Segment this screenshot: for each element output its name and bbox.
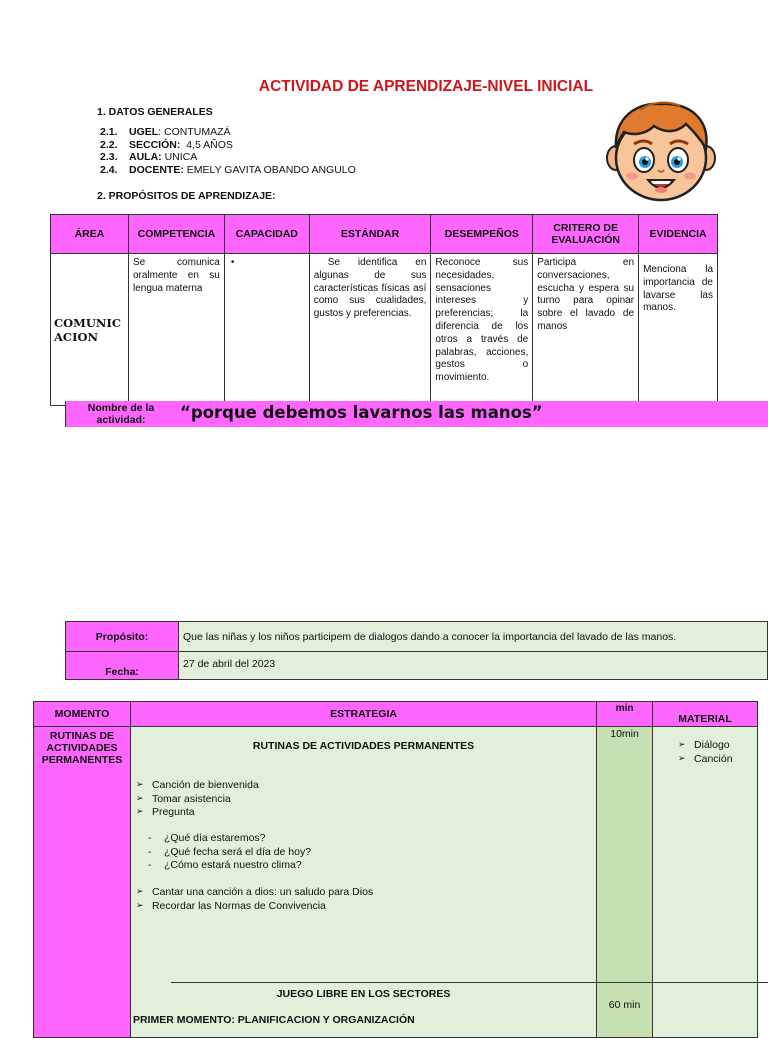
datos-label: UGEL — [129, 126, 159, 138]
datos-num: 2.3. — [100, 151, 118, 163]
datos-num: 2.1. — [100, 126, 118, 138]
header-min: min — [597, 702, 653, 727]
min-rutinas: 10min — [610, 728, 639, 740]
rutinas-title: RUTINAS DE ACTIVIDADES PERMANENTES — [252, 740, 475, 752]
table-row — [66, 622, 768, 652]
header-estandar: ESTÁNDAR — [309, 215, 431, 254]
datos-num: 2.4. — [100, 163, 118, 176]
list-item: ➢ Tomar asistencia — [136, 793, 259, 807]
rutinas-list-2 — [136, 886, 373, 913]
datos-row — [100, 164, 356, 177]
datos-row — [100, 139, 356, 152]
table-header-row — [51, 215, 718, 254]
proposito-label: Propósito: — [66, 622, 179, 652]
list-item: ➢ Pregunta — [136, 806, 259, 820]
juego-block — [131, 983, 596, 1037]
table-row — [66, 652, 768, 680]
list-item: - ¿Cómo estará nuestro clima? — [148, 859, 311, 873]
page-title: ACTIVIDAD DE APRENDIZAJE-NIVEL INICIAL — [258, 78, 594, 95]
activity-label: Nombre de la actividad: — [87, 402, 155, 426]
list-item: - ¿Qué fecha será el día de hoy? — [148, 846, 311, 860]
datos-heading: 1. DATOS GENERALES — [97, 106, 213, 118]
activity-name: “porque debemos lavarnos las manos” — [180, 403, 543, 422]
datos-row — [100, 151, 356, 164]
propositos-heading: 2. PROPÓSITOS DE APRENDIZAJE: — [97, 190, 276, 202]
list-item: ➢ Cantar una canción a dios: un saludo para Dios — [136, 886, 373, 900]
cell-desempenos: Reconoce sus necesidades, sensaciones intereses y preferencias; la diferencia de los otros a través de palabras, acciones, gestos o movimiento. — [431, 254, 533, 406]
rutinas-list — [136, 779, 259, 820]
list-item: ➢ Canción — [678, 753, 756, 767]
header-desempenos: DESEMPEÑOS — [431, 215, 533, 254]
header-material: MATERIAL — [653, 702, 758, 727]
cell-criterio: Participa en conversaciones, escucha y espera su turno para opinar sobre el lavado de manos — [533, 254, 639, 406]
datos-value: EMELY GAVITA OBANDO ANGULO — [186, 163, 356, 176]
material-list — [678, 739, 756, 766]
fecha-label: Fecha: — [66, 652, 179, 680]
min-cell — [597, 727, 653, 1038]
cell-competencia: Se comunica oralmente en su lengua materna — [128, 254, 224, 406]
material-cell — [653, 727, 758, 1038]
proposito-table — [65, 621, 768, 680]
cell-area: COMUNIC ACION — [51, 254, 129, 406]
datos-value: 4,5 AÑOS — [186, 138, 233, 151]
rutinas-block — [131, 727, 596, 983]
boy-illustration — [606, 100, 716, 202]
header-area: ÁREA — [51, 215, 129, 254]
proposito-value: Que las niñas y los niños participem de dialogos dando a conocer la importancia del lavado de las manos. — [179, 622, 768, 652]
datos-generales — [100, 126, 356, 176]
cell-capacidad: • — [224, 254, 309, 406]
cell-evidencia: Menciona la importancia de lavarse las manos. — [639, 254, 718, 406]
momento-rutinas: RUTINAS DE ACTIVIDADES PERMANENTES — [34, 727, 131, 1038]
header-criterio: CRITERO DE EVALUACIÓN — [533, 215, 639, 254]
list-item: ➢ Diálogo — [678, 739, 756, 753]
primer-momento: PRIMER MOMENTO: PLANIFICACION Y ORGANIZACIÓN — [132, 1014, 415, 1026]
datos-label: DOCENTE: — [129, 163, 184, 176]
datos-label: SECCIÓN: — [129, 138, 181, 151]
table-row — [51, 254, 718, 406]
datos-num: 2.2. — [100, 138, 118, 151]
datos-value: CONTUMAZÁ — [164, 126, 231, 138]
header-capacidad: CAPACIDAD — [224, 215, 309, 254]
datos-row: 2.1. UGEL : CONTUMAZÁ — [100, 126, 231, 138]
header-momento: MOMENTO — [34, 702, 131, 727]
list-item: - ¿Qué día estaremos? — [148, 832, 311, 846]
table-header-row — [34, 702, 758, 727]
estrategia-cell — [130, 727, 596, 1038]
cell-estandar: Se identifica en algunas de sus características físicas así como sus cualidades, gustos y preferencias. — [309, 254, 431, 406]
header-estrategia: ESTRATEGIA — [130, 702, 596, 727]
table-row — [34, 727, 758, 1038]
datos-label: AULA: — [129, 151, 162, 163]
juego-title: JUEGO LIBRE EN LOS SECTORES — [276, 988, 451, 1000]
secuencia-table — [33, 701, 758, 1038]
fecha-value: 27 de abril del 2023 — [179, 652, 768, 680]
preguntas-list — [148, 832, 311, 873]
min-juego: 60 min — [608, 999, 641, 1011]
list-item: ➢ Recordar las Normas de Convivencia — [136, 900, 373, 914]
activity-name-bar — [65, 401, 768, 427]
datos-value: UNICA — [164, 151, 198, 163]
header-evidencia: EVIDENCIA — [639, 215, 718, 254]
propositos-table — [50, 214, 718, 406]
list-item: ➢ Canción de bienvenida — [136, 779, 259, 793]
header-competencia: COMPETENCIA — [128, 215, 224, 254]
